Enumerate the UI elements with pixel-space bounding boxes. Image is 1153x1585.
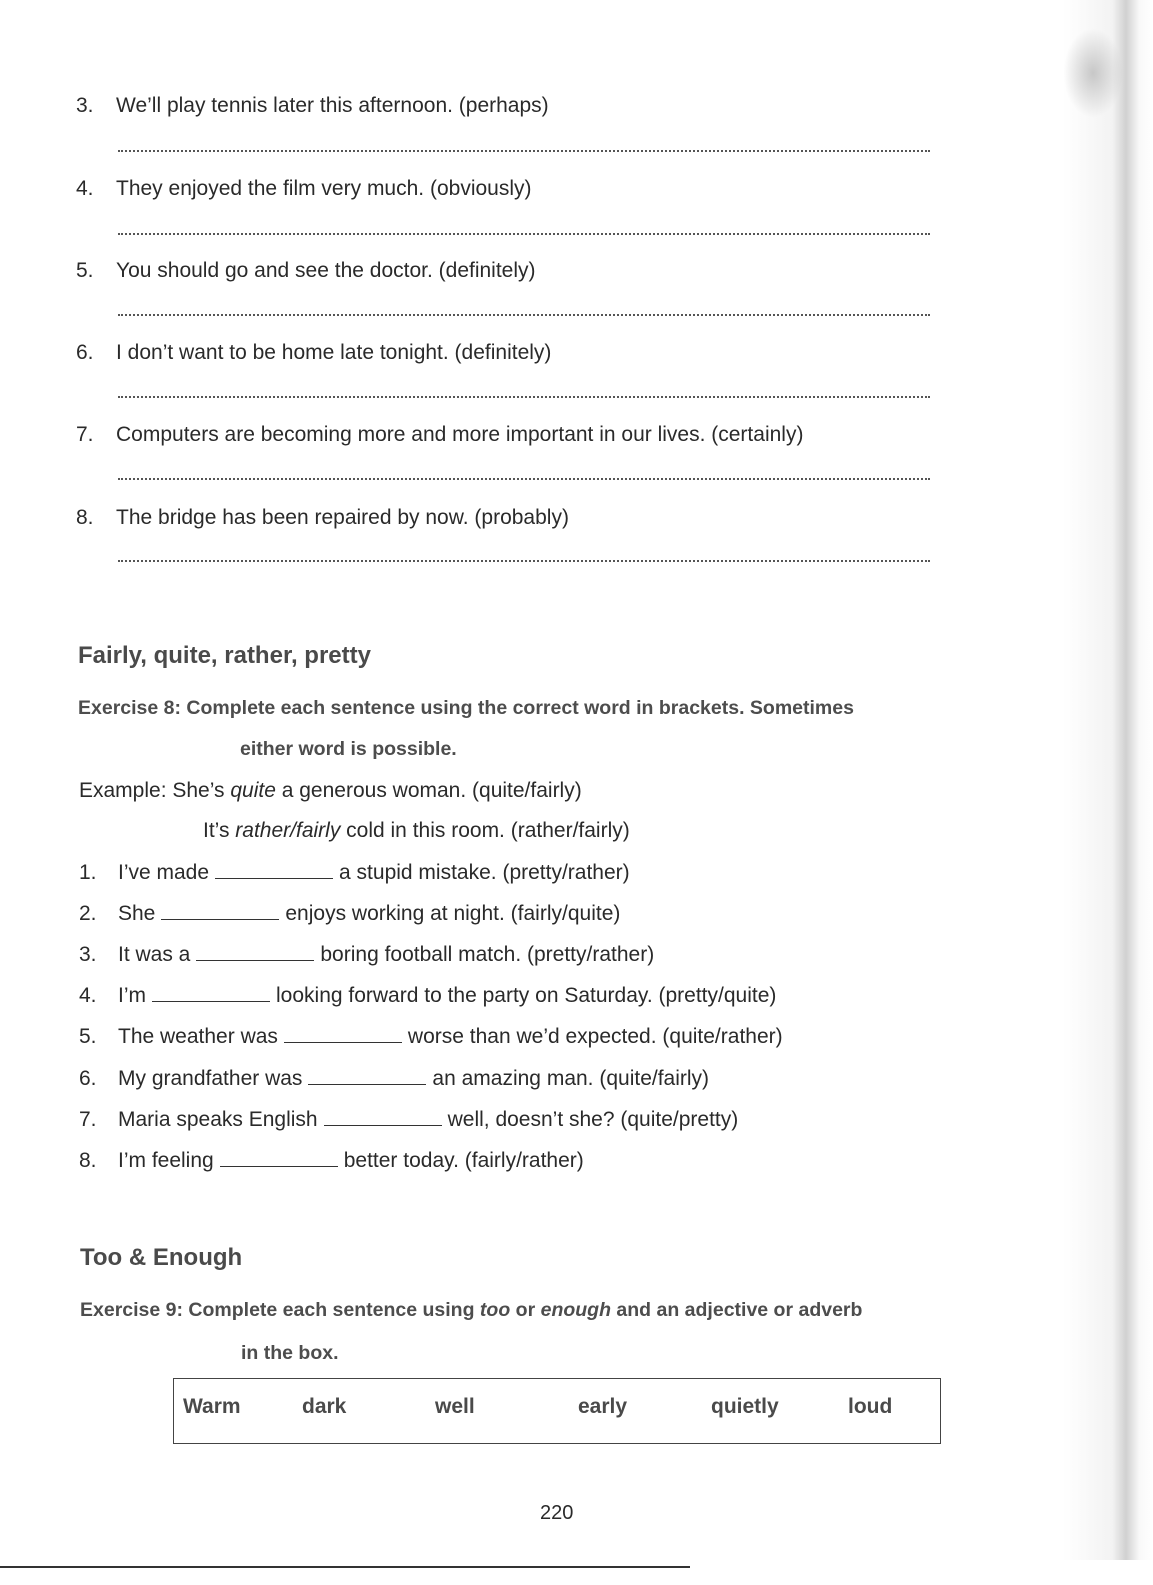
- item-text-after: worse than we’d expected. (quite/rather): [407, 1025, 783, 1048]
- exercise-8-instruction: Exercise 8: Complete each sentence using the correct word in brackets. Sometimes: [78, 697, 854, 719]
- item-text-before: I’m feeling: [118, 1149, 214, 1172]
- exercise-8-item-8: [79, 1148, 584, 1174]
- sentence-item-3: [76, 93, 549, 119]
- item-text-before: Maria speaks English: [118, 1108, 318, 1131]
- item-number: 7.: [76, 423, 94, 446]
- word-box-item: early: [578, 1395, 628, 1418]
- item-text: The bridge has been repaired by now. (probably): [116, 506, 569, 529]
- item-number: 5.: [79, 1025, 97, 1048]
- answer-blank[interactable]: [161, 901, 279, 920]
- item-number: 6.: [79, 1067, 97, 1090]
- item-number: 3.: [79, 943, 97, 966]
- item-text-before: It was a: [118, 943, 191, 966]
- item-number: 7.: [79, 1108, 97, 1131]
- example-suffix: a generous woman. (quite/fairly): [275, 779, 582, 802]
- exercise-8-item-1: [79, 860, 630, 886]
- example-sentence-2: [203, 819, 630, 843]
- word-box-item: quietly: [711, 1395, 779, 1418]
- item-number: 2.: [79, 902, 97, 925]
- answer-blank[interactable]: [308, 1066, 426, 1085]
- example-answer: quite: [230, 779, 276, 802]
- answer-blank[interactable]: [152, 983, 270, 1002]
- answer-line-7[interactable]: [118, 478, 930, 484]
- item-text-after: enjoys working at night. (fairly/quite): [285, 902, 621, 925]
- word-box-item: loud: [848, 1395, 893, 1418]
- bottom-rule: [0, 1566, 690, 1568]
- item-number: 1.: [79, 861, 97, 884]
- binding-shadow-top: [1063, 28, 1123, 118]
- page-number: 220: [540, 1502, 574, 1524]
- exercise-8-item-7: [79, 1107, 738, 1133]
- item-text: They enjoyed the film very much. (obviously): [116, 177, 532, 200]
- sentence-item-8: [76, 505, 569, 531]
- answer-line-4[interactable]: [118, 233, 930, 239]
- answer-line-6[interactable]: [118, 396, 930, 402]
- sentence-item-6: [76, 340, 551, 366]
- exercise-9-instruction: [80, 1299, 862, 1322]
- exercise-8-item-4: [79, 983, 776, 1009]
- item-text: Computers are becoming more and more important in our lives. (certainly): [116, 423, 804, 446]
- item-text: I don’t want to be home late tonight. (definitely): [116, 341, 552, 364]
- word-box-item: well: [435, 1395, 475, 1418]
- item-text-before: I’ve made: [118, 861, 210, 884]
- example-sentence-1: [79, 779, 582, 803]
- item-number: 8.: [76, 506, 94, 529]
- item-text-after: an amazing man. (quite/fairly): [432, 1067, 710, 1090]
- word-box-item: Warm: [183, 1395, 241, 1418]
- item-text-after: boring football match. (pretty/rather): [320, 943, 655, 966]
- item-number: 3.: [76, 94, 94, 117]
- page-binding-shadow: [1063, 0, 1153, 1560]
- word-box-item: dark: [302, 1395, 347, 1418]
- item-text-before: She: [118, 902, 156, 925]
- item-number: 4.: [76, 177, 94, 200]
- item-text-after: a stupid mistake. (pretty/rather): [339, 861, 630, 884]
- answer-blank[interactable]: [215, 860, 333, 879]
- item-text: You should go and see the doctor. (definitely): [116, 259, 536, 282]
- sentence-item-7: [76, 422, 803, 448]
- example-prefix: Example: She’s: [79, 779, 231, 802]
- item-text-after: well, doesn’t she? (quite/pretty): [447, 1108, 739, 1131]
- exercise-8-instruction-cont: either word is possible.: [240, 738, 457, 760]
- item-number: 4.: [79, 984, 97, 1007]
- instruction-part: and an adjective or adverb: [611, 1299, 863, 1321]
- instruction-part: Exercise 9: Complete each sentence using: [80, 1299, 480, 1321]
- answer-line-3[interactable]: [118, 150, 930, 156]
- exercise-9-instruction-cont: in the box.: [241, 1342, 339, 1364]
- exercise-8-item-5: [79, 1024, 783, 1050]
- answer-blank[interactable]: [324, 1107, 442, 1126]
- instruction-keyword-too: too: [479, 1299, 511, 1321]
- section-title-too-enough: Too & Enough: [80, 1244, 243, 1271]
- section-title-fairly-quite: Fairly, quite, rather, pretty: [78, 642, 371, 669]
- example-answer: rather/fairly: [235, 819, 341, 842]
- item-text: We’ll play tennis later this afternoon. (perhaps): [116, 94, 549, 117]
- sentence-item-4: [76, 176, 532, 202]
- item-number: 6.: [76, 341, 94, 364]
- item-number: 8.: [79, 1149, 97, 1172]
- item-text-before: I’m: [118, 984, 146, 1007]
- instruction-keyword-enough: enough: [540, 1299, 611, 1321]
- item-text-before: The weather was: [118, 1025, 278, 1048]
- example-suffix: cold in this room. (rather/fairly): [340, 819, 630, 842]
- exercise-8-item-2: [79, 901, 620, 927]
- item-number: 5.: [76, 259, 94, 282]
- answer-line-5[interactable]: [118, 314, 930, 320]
- answer-blank[interactable]: [284, 1024, 402, 1043]
- example-prefix: It’s: [203, 819, 236, 842]
- instruction-part: or: [510, 1299, 541, 1321]
- answer-blank[interactable]: [196, 942, 314, 961]
- item-text-before: My grandfather was: [118, 1067, 303, 1090]
- item-text-after: looking forward to the party on Saturday. (pretty/quite): [276, 984, 777, 1007]
- item-text-after: better today. (fairly/rather): [343, 1149, 584, 1172]
- answer-blank[interactable]: [220, 1148, 338, 1167]
- answer-line-8[interactable]: [118, 560, 930, 566]
- sentence-item-5: [76, 258, 536, 284]
- word-box: [173, 1378, 941, 1444]
- exercise-8-item-6: [79, 1066, 709, 1092]
- exercise-8-item-3: [79, 942, 654, 968]
